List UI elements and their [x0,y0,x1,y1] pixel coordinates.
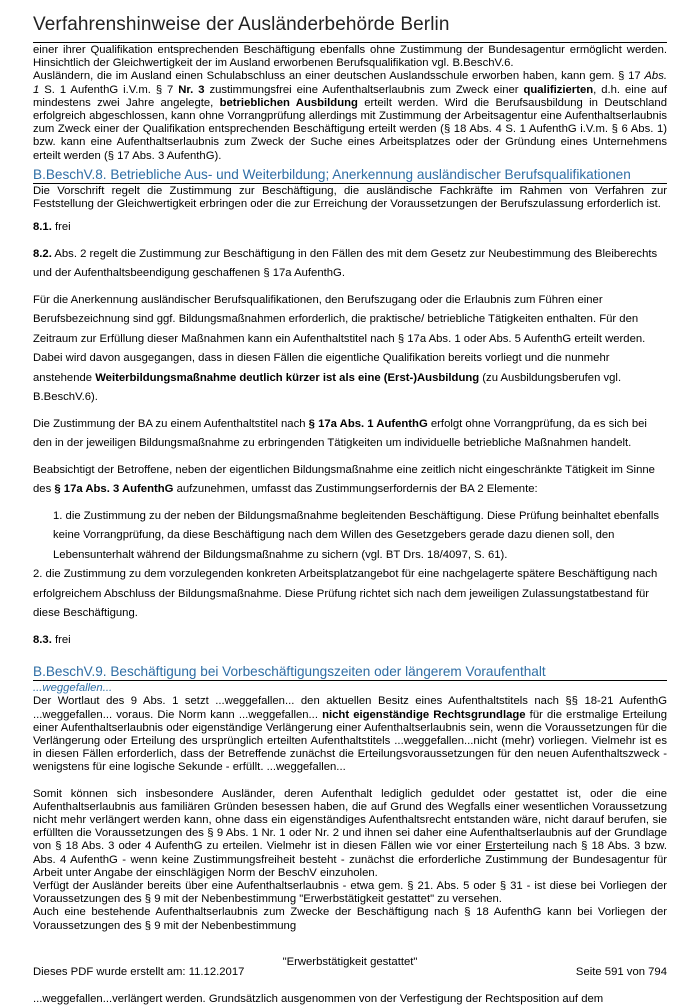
page-footer [33,966,667,978]
paragraph-8-3: 8.3. frei [33,633,71,646]
paragraph-beabsichtigt: Beabsichtigt der Betroffene, neben der eigentlichen Bildungsmaßnahme eine zeitlich nicht eingeschränkte Tätigkeit im Sinne des § 17a Abs. 3 AufenthG aufzunehmen, umfasst das Zustimmungserfordernis der BA 2 Elemente: [33,463,655,496]
footer-page-number: Seite 591 von 794 [575,966,667,978]
footer-created-date: Dieses PDF wurde erstellt am: 11.12.2017 [33,966,245,978]
section-8-heading: B.BeschV.8. Betriebliche Aus- und Weiterbildung; Anerkennung ausländischer Berufsqualifikationen [33,166,631,182]
document-body [33,44,667,1006]
weggefallen-note: ...weggefallen... [33,682,113,695]
section-8-lead: Die Vorschrift regelt die Zustimmung zur Beschäftigung, die ausländische Fachkräfte im Rahmen von Verfahren zur Feststellung der Gleichwertigkeit erbringen oder die zur Erreichung der Voraussetzungen der Berufszulassung erforderlich ist. [33,184,667,211]
section-9-divider [33,680,667,681]
list-item-2: 2. die Zustimmung zu dem vorzulegenden konkreten Arbeitsplatzangebot für eine nachgelagerte spätere Beschäftigung nach erfolgreichem Abschluss der Bildungsmaßnahme. Diese Prüfung richtet sich nach dem jeweiligen Zulassungstatbestand für diese Beschäftigung. [33,568,658,620]
intro-paragraph-1: einer ihrer Qualifikation entsprechenden Beschäftigung ebenfalls ohne Zustimmung der Bundesagentur ermöglicht werden. Hinsichtlich der Gleichwertigkeit der im Ausland erworbenen Berufsqualifikation vgl. B.BeschV.6. [33,44,667,70]
paragraph-zustimmung: Die Zustimmung der BA zu einem Aufenthaltstitel nach § 17a Abs. 1 AufenthG erfolgt ohne Vorrangprüfung, da es sich bei den in der jeweiligen Bildungsmaßnahme zu erbringenden Tätigkeiten um individuelle betriebliche Maßnahmen handelt. [33,417,647,450]
paragraph-8-2: 8.2. Abs. 2 regelt die Zustimmung zur Beschäftigung in den Fällen des mit dem Gesetz zur Neubestimmung des Bleiberechts und der Aufenthaltsbeendigung geschaffenen § 17a AufenthG. [33,247,658,280]
page-header [33,14,667,43]
section-9-paragraph-3: Verfügt der Ausländer bereits über eine Aufenthaltserlaubnis - etwa gem. § 21. Abs. 5 oder § 31 - ist diese bei Vorliegen der Voraussetzungen des § 9 mit der Nebenbestimmung "Erwerbstätigkeit gestattet" zu versehen. [33,880,667,906]
header-divider [33,42,667,43]
section-9-paragraph-4: Auch eine bestehende Aufenthaltserlaubnis zum Zwecke der Beschäftigung nach § 18 AufenthG kann bei Vorliegen der Voraussetzungen des § 9 mit der Nebenbestimmung [33,906,667,932]
intro-paragraph-2: Ausländern, die im Ausland einen Schulabschluss an einer deutschen Auslandsschule erworben haben, kann gem. § 17 Abs. 1 S. 1 AufenthG i.V.m. § 7 Nr. 3 zustimmungsfrei eine Aufenthaltserlaubnis zum Zweck einer qualifizierten, d.h. eine auf mindestens zwei Jahre angelegte, betrieblichen Ausbildung erteilt werden. Wird die Berufsausbildung in Deutschland erfolgreich abgeschlossen, kann ohne Vorrangprüfung allerdings mit Zustimmung der Arbeitsagentur eine Aufenthaltserlaubnis zum Zweck einer der Qualifikation entsprechenden Beschäftigung erteilt werden (§ 18 Abs. 4 S. 1 AufenthG i.V.m. § 6 Abs. 1) bzw. kann eine Aufenthaltserlaubnis zum Zweck der Suche eines Arbeitsplatzes oder der Gründung eines Unternehmens erteilt werden (§ 17 Abs. 3 AufenthG). [33,70,667,162]
paragraph-anerkennung: Für die Anerkennung ausländischer Berufsqualifikationen, den Berufszugang oder die Erlaubnis zum Führen einer Berufsbezeichnung sind ggf. Bildungsmaßnahmen erforderlich, die praktische/ betriebliche Tätigkeiten enthalten. Für den Zeitraum zur Erfüllung dieser Maßnahmen kann ein Aufenthaltstitel nach § 17a Abs. 1 oder Abs. 5 AufenthG erteilt werden. Dabei wird davon ausgegangen, dass in diesen Fällen die eigentliche Qualifikation bereits vorliegt und die nunmehr anstehende Weiterbildungsmaßnahme deutlich kürzer ist als eine (Erst-)Ausbildung (zu Ausbildungsberufen vgl. B.BeschV.6). [33,293,646,404]
section-8-divider [33,183,667,184]
section-9-paragraph-2: Somit können sich insbesondere Ausländer, deren Aufenthalt lediglich geduldet oder gestattet ist, oder die eine Aufenthaltserlaubnis aus familiären Gründen besessen haben, die auf Grund des Wegfalls einer wesentlichen Voraussetzung nicht mehr verlängert werden kann, ohne dass ein eigenständiges Aufenthaltsrecht entstanden wäre, nicht darauf berufen, sie erfüllten die Voraussetzungen des § 9 Abs. 1 Nr. 1 oder Nr. 2 und ihnen sei daher eine Aufenthaltserlaubnis auf der Grundlage von § 18 Abs. 3 oder 4 AufenthG zu erteilen. Vielmehr ist in diesen Fällen wie vor einer Ersterteilung nach § 18 Abs. 3 bzw. Abs. 4 AufenthG - wenn keine Zustimmungsfreiheit besteht - zunächst die erforderliche Zustimmung der Bundesagentur für Arbeit unter Angabe der einschlägigen Norm der BeschV einzuholen. [33,787,667,879]
page-title: Verfahrenshinweise der Ausländerbehörde Berlin [33,14,450,35]
list-item-1: 1. die Zustimmung zu der neben der Bildungsmaßnahme begleitenden Beschäftigung. Diese Prüfung beinhaltet ebenfalls keine Vorrangprüfung, da diese Beschäftigung nach dem Willen des Gesetzgebers gerade dazu dienen soll, den Lebensunterhalt während der Bildungsmaßnahme zu sichern (vgl. BT Drs. 18/4097, S. 61). [53,509,660,561]
paragraph-8-1: 8.1. frei [33,221,71,234]
section-9-heading: B.BeschV.9. Beschäftigung bei Vorbeschäftigungszeiten oder längerem Voraufenthalt [33,664,546,680]
section-9-paragraph-5: ...weggefallen...verlängert werden. Grundsätzlich ausgenommen von der Verfestigung der Rechtsposition auf dem [33,992,604,1005]
quote-erwerbstaetigkeit: "Erwerbstätigkeit gestattet" [282,956,418,969]
section-9-paragraph-1: Der Wortlaut des 9 Abs. 1 setzt ...weggefallen... den aktuellen Besitz eines Aufenthaltstitels nach §§ 18-21 AufenthG ...weggefallen... voraus. Die Norm kann ...weggefallen... nicht eigenständige Rechtsgrundlage für die erstmalige Erteilung einer Aufenthaltserlaubnis oder eigenständige Verlängerung einer Aufenthaltserlaubnis sein, wenn die Voraussetzungen für die Verlängerung oder Erteilung des ursprünglich erteilten Aufenthaltstitels ...weggefallen...nicht (mehr) vorliegen. Vielmehr ist es in diesen Fällen erforderlich, dass der Betreffende zunächst die Erteilungsvoraussetzungen für den neuen Aufenthaltszweck - wenigstens für eine logische Sekunde - erfüllt. ...weggefallen... [33,695,667,774]
